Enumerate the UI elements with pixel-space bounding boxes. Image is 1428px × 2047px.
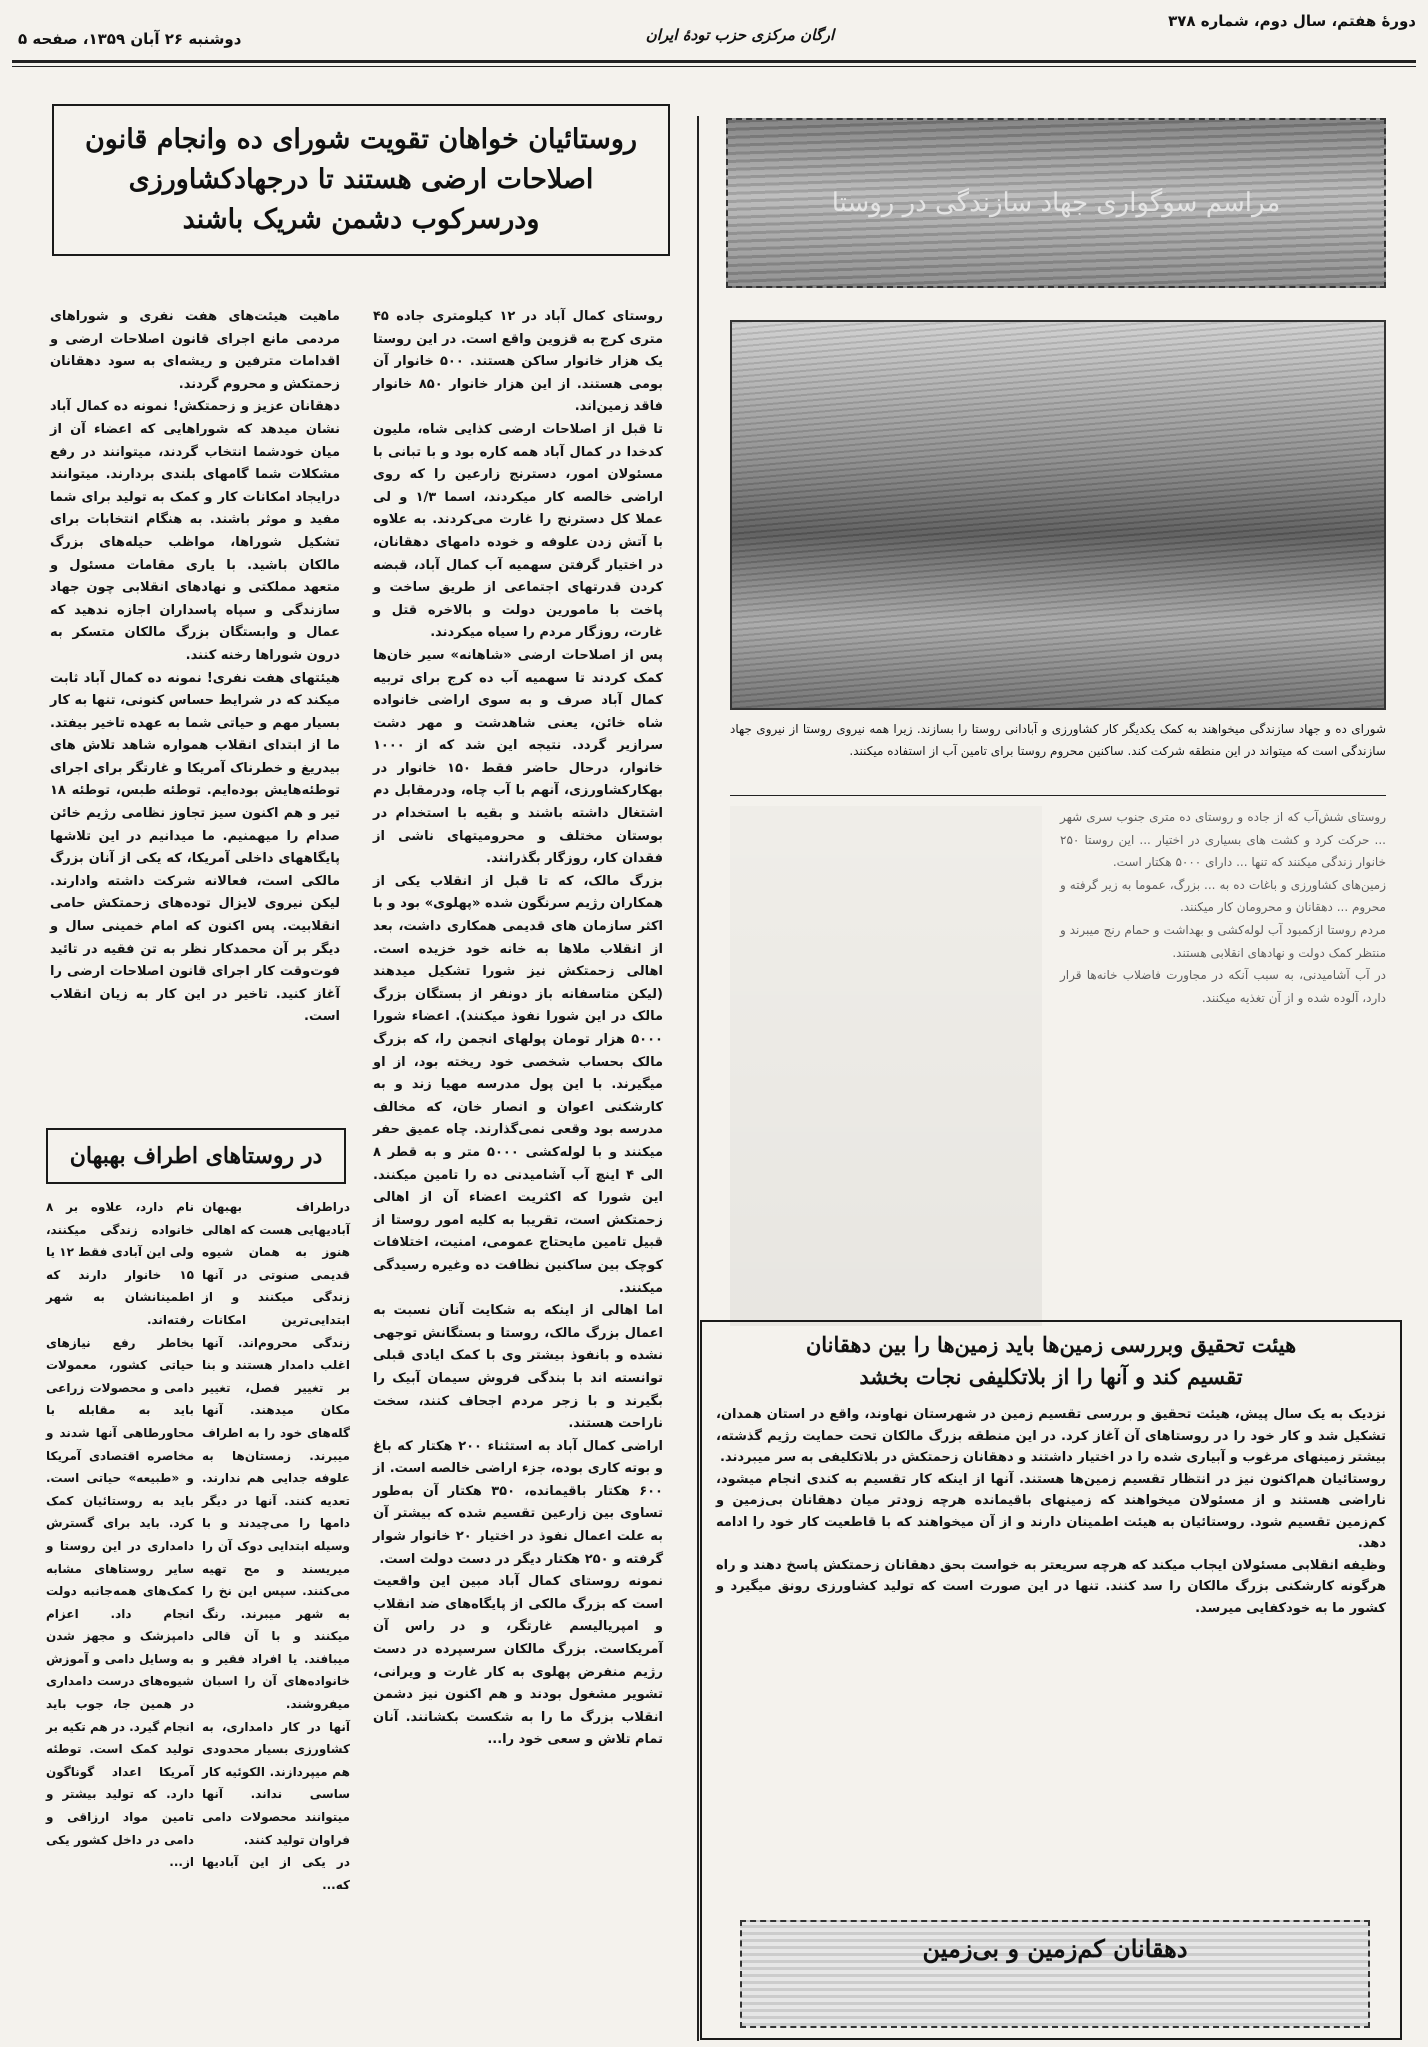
main-article-column-middle: روستای کمال آباد در ۱۲ کیلومتری جاده ۴۵ متری کرج به قزوین واقع است. در این روستا یک هزار خانوار ساکن هستند. ۵۰۰ خانوار آن بومی هستند. از این هزار خانوار ۸۵۰ خانوار فاقد زمین‌اند. تا قبل از اصلاحات ارضی کذایی شاه، ملیون کدخدا در کمال آباد همه کاره بود و با تبانی با مسئولان امور، دسترنج زارعین را که روی اراضی خالصه کار میکردند، اسما ۱/۳ و لی عملا کل دسترنج را غارت می‌کردند. به علاوه با آتش زدن علوفه و خوده دامهای دهقانان، در اختیار گرفتن سهمیه آب کمال آباد، قبضه کردن قدرتهای اجتماعی از طریق ساخت و پاخت با مامورین دولت و بالاخره قتل و غارت، روزگار مردم را سیاه میکردند. پس از اصلاحات ارضی «شاهانه» سیر خان‌ها کمک کردند تا سهمیه آب ده کرج برای تربیه کمال آباد صرف و به سوی اراضی خانواده شاه خائن، یعنی شاهدشت و مهر دشت سرازیر گردد. نتیجه این شد که از ۱۰۰۰ خانوار، درحال حاضر فقط ۱۵۰ خانوار در بهکارکشاورزی، آنهم با آب چاه، ودرمقابل دم اشتغال داشته باشند و بقیه با استخدام در بوستان مختلف و محرومیتهای ناشی از فقدان کار، روزگار بگذرانند. بزرگ مالک، که تا قبل از انقلاب یکی از همکاران رژیم سرنگون شده «پهلوی» بود و با اکثر سازمان های قدیمی همکاری داشت، بعد از انقلاب ملاها به خانه خود خزیده است. اهالی زحمتکش نیز شورا تشکیل میدهند (لیکن متاسفانه باز دونفر از بستگان بزرگ مالک در این شورا نفوذ میکنند). اعضاء شورا ۵۰۰۰ هزار تومان پولهای انجمن را، که بزرگ مالک بحساب شخصی خود ریخته بود، از او میگیرند. با این پول مدرسه مهیا زند و به کارشکنی اعوان و انصار خان، که مخالف مدرسه بود وقعی نمی‌گذارند. چاه عمیق حفر میکنند و با لوله‌کشی ۵۰۰۰ متر و به قطر ۸ الی ۴ اینچ آب آشامیدنی ده را تامین میکنند. این شورا که اکثریت اعضاء آن از اهالی زحمتکش است، تقریبا به کلیه امور روستا از قبیل تامین مایحتاج عمومی، امنیت، اختلافات کوچک بین ساکنین نظافت ده وغیره رسیدگی میکنند. اما اهالی از اینکه به شکایت آنان نسبت به اعمال بزرگ مالک، روستا و بستگانش توجهی نشده و بانفوذ بیشتر وی با کمک ایادی قبلی توانسته اند با بندگی فروش سیمان آبیک را بگیرند و با زجر مردم اجحاف کنند، سخت ناراحت هستند. اراضی کمال آباد به استثناء ۲۰۰ هکتار که باغ و بوته کاری بوده، جزء اراضی خالصه است. از ۶۰۰ هکتار باقیمانده، ۳۵۰ هکتار آن به‌طور تساوی بین زارعین تقسیم شده که بیشتر آن به علت اعمال نفوذ در اختیار ۲۰ خانوار شوار گرفته و ۲۵۰ هکتار دیگر در دست دولت است. نمونه روستای کمال آباد مبین این واقعیت است که بزرگ مالکی از پایگاه‌های ضد انقلاب و امپریالیسم غارتگر، و در راس آن آمریکاست. بزرگ مالکان سرسپرده در دست رژیم منفرض پهلوی به کار غارت و ویرانی، تشویر مشغول بودند و هم اکنون نیز دشمن انقلاب بزرگ ما را به شکست بکشانند. آنان تمام تلاش و سعی خود را... [373,309,664,1748]
faded-article: روستای شش‌آب که از جاده و روستای ده متری جنوب سری شهر ... حرکت کرد و کشت های بسیاری در اختیار ... این روستا ۲۵۰ خانوار زندگی میکنند که تنها ... دارای ۵۰۰۰ هکتار است. زمین‌های کشاورزی و باغات ده به ... بزرگ، عموما به زیر گرفته و محروم ... دهقانان و محرومان کار میکنند. مردم روستا ازکمبود آب لوله‌کشی و بهداشت و حمام رنج میبرند و منتظر کمک دولت و نهادهای انقلابی هستند. در آب آشامیدنی، به سبب آنکه در مجاورت فاضلاب خانه‌ها قرار دارد، آلوده شده و از آن تغذیه میکنند. [1060,810,1387,1005]
masthead-rule-thin [12,66,1416,67]
main-article-column-right: ماهیت هیئت‌های هفت نفری و شوراهای مردمی مانع اجرای قانون اصلاحات ارضی و اقدامات مترفین و ریشه‌ای به سود دهقانان زحمتکش و محروم گردند. دهقانان عزیز و زحمتکش! نمونه ده کمال آباد نشان میدهد که شوراهایی که اعضاء آن از میان خودشما انتخاب گردند، میتوانند در رفع مشکلات شما گامهای بلندی بردارند. میتوانند درایجاد امکانات کار و کمک به تولید برای شما مفید و موثر باشند. به هنگام انتخابات برای تشکیل شوراها، مواظب حیله‌های بزرگ مالکان باشید. با یاری مقامات مسئول و متعهد مملکتی و نهادهای انقلابی چون جهاد سازندگی و سپاه پاسداران اجازه ندهید که عمال و وابستگان بزرگ مالکان متسکر به درون شوراها رخنه کنند. هیئتهای هفت نفری! نمونه ده کمال آباد ثابت میکند که در شرایط حساس کنونی، تنها به کار بسیار مهم و حیاتی شما به عهده تاخیر بیفتد. ما از ابتدای انقلاب همواره شاهد تلاش های بیدریغ و خطرناک آمریکا و غارتگر برای اجرای توطئه‌هایش بوده‌ایم. توطئه طبس، توطئه ۱۸ تیر و هم اکنون سیز تجاوز نظامی رژیم خائن صدام را میهمنیم. ما میدانیم در این تلاشها پایگاههای داخلی آمریکا، که یکی از آنان بزرگ مالکی است، فعالانه شرکت داشته وادارند. لیکن نیروی لایزال توده‌های زحمتکش حامی انقلابیت. پس اکنون که امام خمینی سال و دیگر بر آن محمدکار نظر به تن فقیه در تائید فوت‌وقت کار اجرای قانون اصلاحات ارضی را آغاز کنید. تاخیر در این کار به زیان انقلاب است. [50,309,341,1025]
bottom-footer-banner [740,1920,1370,2028]
masthead-rule [12,60,1416,63]
masthead-organ: ارگان مرکزی حزب تودهٔ ایران [645,26,835,44]
caption-rule [730,795,1386,796]
side-article-title-box [46,1128,346,1184]
main-photo [730,320,1386,710]
main-headline-box [52,104,670,256]
main-headline: روستائیان خواهان تقویت شورای ده وانجام قانون اصلاحات ارضی هستند تا درجهادکشاورزی ودرسرکوب دشمن شریک باشند [84,124,638,235]
side-article-title: در روستاهای اطراف بهبهان [69,1143,323,1169]
side-article-column-b: نام دارد، علاوه بر ۸ خانواده زندگی میکنند، ولی این آبادی فقط ۱۲ یا ۱۵ خانوار دارند که اطمینانشان به شهر رفته‌اند. بخاطر رفع نیازهای حیاتی کشور، معمولات دامی و محصولات زراعی باید به مقابله با محاورطاهی آنها شدند و مخاصره اقتصادی آمریکا و «طبیعه» حیاتی است. باید به روستائیان کمک کرد. باید برای گسترش دامداری در این روستا و سایر روستاهای مشابه کمک‌های همه‌جانبه دولت انجام داد. اعزام دامپزشک و مجهز شدن به وسایل دامی و آموزش شیوه‌های درست دامداری در همین جا، جوب باید انجام گیرد. در هم تکیه بر تولید کمک است. توطئه آمریکا اعداد گوناگون دارد. که تولید بیشتر و تامین مواد ارزاقی و دامی در داخل کشور یکی از... [46,1200,194,1870]
top-photo-faded-text: مراسم سوگواری جهاد سازندگی در روستا [831,188,1281,218]
column-divider [697,116,699,2041]
bottom-footer-title: دهقانان کم‌زمین و بی‌زمین [922,1934,1188,1963]
bottom-article-title-1: هیئت تحقیق وبررسی زمین‌ها باید زمین‌ها را بین دهقانان [805,1332,1297,1357]
side-article-column-a: دراطراف بهبهان آبادیهایی هست که اهالی هنوز به همان شیوه قدیمی صنوتی در آنها زندگی میکنند و از ابتدایی‌ترین امکانات زندگی محروم‌اند. آنها اغلب دامدار هستند و بنا بر تغییر فصل، تغییر مکان میدهند. آنها گله‌های خود را به اطراف میبرند. زمستان‌ها به علوفه جدایی هم ندارند. تعدیه کنند. آنها در دیگر دامها را می‌چیدند و با وسیله ابتدایی دوک آن را میریسند و مح تهیه می‌کنند. سپس این نخ را به شهر میبرند. رنگ میکنند و با آن قالی میبافند. یا افراد فقیر و خانواده‌های آن را اسبان میفروشند. آنها در کار دامداری، به کشاورزی بسیار محدودی هم میپردازند. الکوئیه کار ساسی نداند. آنها میتوانند محصولات دامی فراوان تولید کنند. در یکی از این آبادیها که... [202,1200,350,1892]
top-photo [726,118,1386,288]
bottom-article-body: نزدیک به یک سال پیش، هیئت تحقیق و بررسی تقسیم زمین در شهرستان نهاوند، واقع در استان همدان، تشکیل شد و کار خود را در روستاهای آن آغاز کرد. در این منطقه بزرگ مالکان تحت حمایت رژیم گذشته، بیشتر زمینهای مرغوب و آبیاری شده را در اختیار داشتند و دهقانان زحمتکش در بلاتکلیفی به سر میبردند. روستائیان هم‌اکنون نیز در انتظار تقسیم زمین‌ها هستند. آنها از اینکه کار تقسیم به کندی انجام میشود، ناراضی هستند و از مسئولان میخواهند که زمینهای باقیمانده هرچه زودتر میان دهقانان بی‌زمین و کم‌زمین تقسیم شود. روستائیان به هیئت اطمینان دارند و از آن میخواهند که با قاطعیت کار خود را ادامه دهد. وظیفه انقلابی مسئولان ایجاب میکند که هرچه سریعتر به خواست بحق دهقانان زحمتکش پاسخ دهند و راه هرگونه کارشکنی بزرگ مالکان را سد کنند. تنها در این صورت است که تولید کشاورزی رونق میگیرد و کشور ما به خودکفایی میرسد. [716,1407,1387,1616]
faded-article-left-blank [730,806,1042,1326]
bottom-article-title-2: تقسیم کند و آنها را از بلاتکلیفی نجات بخشد [859,1364,1243,1389]
photo-caption: شورای ده و جهاد سازندگی میخواهند به کمک یکدیگر کار کشاورزی و آبادانی روستا را بسازند. زیرا همه نیروی روستا از نیروی جهاد سازندگی است که میتواند در این منطقه شرکت کند. ساکنین محروم روستا برای تامین آب از استفاده میکنند. [726,722,1386,758]
masthead-issue: دورهٔ هفتم، سال دوم، شماره ۳۷۸ [1168,12,1416,30]
masthead-date: دوشنبه ۲۶ آبان ۱۳۵۹، صفحه ۵ [18,30,242,48]
